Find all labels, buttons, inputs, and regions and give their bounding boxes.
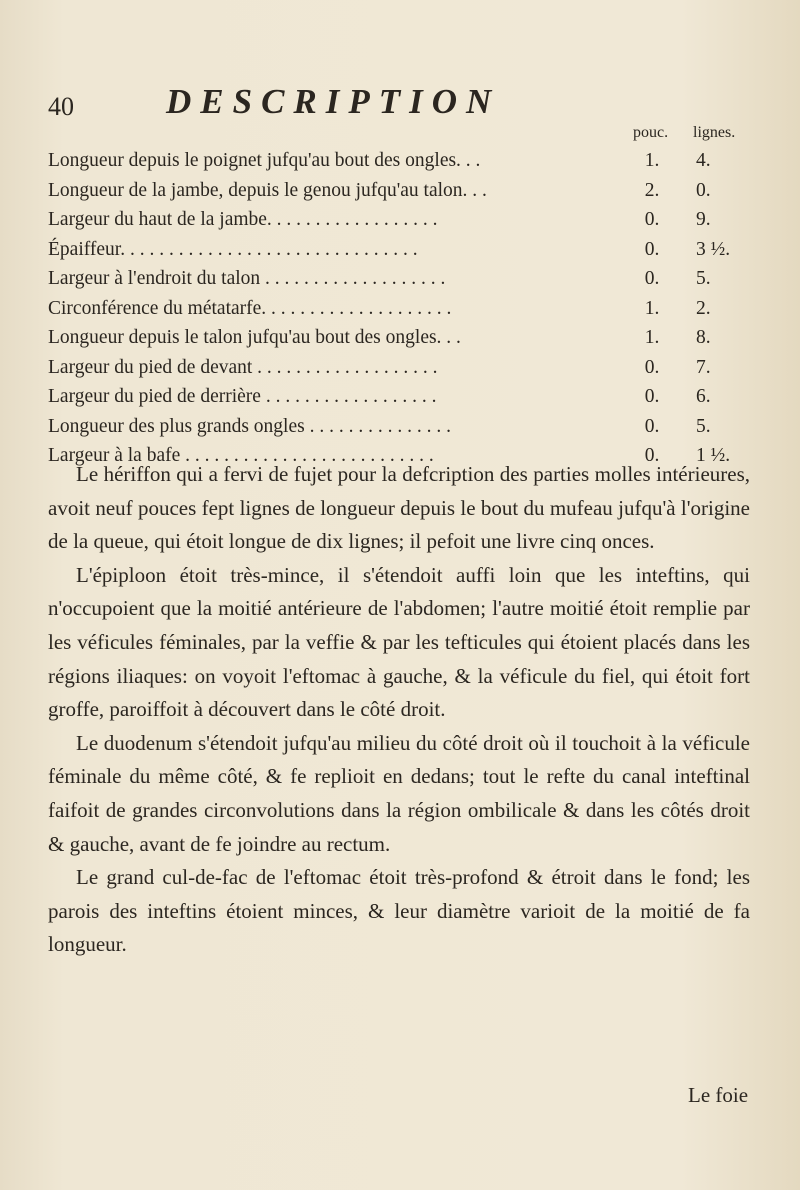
- row-lignes: 7.: [696, 356, 711, 378]
- row-lignes: 5.: [696, 415, 711, 437]
- row-label: Longueur de la jambe, depuis le genou jufqu'au talon. . .: [48, 179, 487, 201]
- row-label: Largeur du haut de la jambe. . . . . . . . . . . . . . . . . .: [48, 209, 438, 230]
- row-pouces: 0.: [644, 268, 660, 289]
- row-label: Longueur depuis le poignet jufqu'au bout des ongles. . .: [48, 150, 481, 171]
- row-lignes: 6.: [696, 386, 711, 407]
- catchword: Le foie: [688, 1083, 749, 1107]
- paragraph: Le grand cul-de-fac de l'eftomac étoit très-profond & étroit dans le fond; les parois des inteftins étoient minces, & leur diamètre varioit de la moitié de fa longueur.: [48, 865, 750, 957]
- table-row: [48, 327, 748, 355]
- row-label: Circonférence du métatarfe. . . . . . . . . . . . . . . . . . . .: [48, 297, 452, 319]
- row-label: Largeur du pied de devant . . . . . . . . . . . . . . . . . . .: [48, 356, 438, 378]
- table-row: [48, 209, 748, 237]
- paragraph: L'épiploon étoit très-mince, il s'étendoit auffi loin que les inteftins, qui n'occupoient que la moitié antérieure de l'abdomen; l'autre moitié étoit remplie par les véficules féminales, par la veffie & par les tefticules qui étoient placés dans les régions iliaques: on voyoit l'eftomac à gauche, & la véficule du fiel, qui étoit fort groffe, paroiffoit à découvert dans le côté droit.: [48, 562, 750, 722]
- row-lignes: 5.: [696, 268, 711, 289]
- row-pouces: 1.: [644, 327, 660, 348]
- paragraph: Le hériffon qui a fervi de fujet pour la defcription des parties molles intérieures, avoit neuf pouces fept lignes de longueur depuis le bout du mufeau jufqu'à l'origine de la queue, qui étoit longue de dix lignes; il pefoit une livre cinq onces.: [48, 462, 750, 554]
- row-lignes: 9.: [696, 209, 711, 230]
- row-lignes: 1 ½.: [696, 445, 731, 466]
- table-row: [48, 386, 748, 414]
- row-lignes: 8.: [696, 327, 711, 348]
- row-pouces: 0.: [644, 209, 660, 230]
- row-label: Épaiffeur. . . . . . . . . . . . . . . . . . . . . . . . . . . . . . .: [48, 238, 418, 260]
- row-pouces: 0.: [644, 415, 660, 437]
- table-row: [48, 150, 748, 178]
- row-pouces: 0.: [644, 238, 660, 260]
- row-lignes: 2.: [696, 297, 711, 319]
- row-label: Longueur depuis le talon jufqu'au bout des ongles. . .: [48, 327, 461, 348]
- table-row: [48, 239, 748, 267]
- table-row: [48, 416, 748, 444]
- table-row: [48, 298, 748, 326]
- column-header-lignes: lignes.: [693, 124, 736, 141]
- row-pouces: 1.: [644, 297, 660, 319]
- row-pouces: 0.: [644, 386, 660, 407]
- body-text: [48, 458, 750, 962]
- row-pouces: 0.: [644, 356, 660, 378]
- row-lignes: 4.: [696, 150, 711, 171]
- table-row: [48, 268, 748, 296]
- column-header-pouces: pouc.: [633, 124, 669, 141]
- row-label: Largeur du pied de derrière . . . . . . . . . . . . . . . . . .: [48, 386, 437, 407]
- row-label: Largeur à l'endroit du talon . . . . . . . . . . . . . . . . . . .: [48, 268, 446, 289]
- page-number: 40: [48, 92, 74, 121]
- row-label: Longueur des plus grands ongles . . . . . . . . . . . . . . .: [48, 415, 451, 437]
- row-pouces: 1.: [644, 150, 660, 171]
- row-lignes: 0.: [696, 179, 711, 201]
- row-pouces: 2.: [644, 179, 660, 201]
- running-title: DESCRIPTION: [166, 82, 501, 121]
- row-pouces: 0.: [644, 445, 660, 466]
- table-row: [48, 180, 748, 208]
- table-row: [48, 357, 748, 385]
- row-lignes: 3 ½.: [696, 238, 731, 260]
- paragraph: Le duodenum s'étendoit jufqu'au milieu du côté droit où il touchoit à la véficule féminale du même côté, & fe replioit en dedans; tout le refte du canal inteftinal faifoit de grandes circonvolutions dans la région ombilicale & dans les côtés droit & gauche, avant de fe joindre au rectum.: [48, 730, 750, 856]
- row-label: Largeur à la bafe . . . . . . . . . . . . . . . . . . . . . . . . . .: [48, 445, 434, 466]
